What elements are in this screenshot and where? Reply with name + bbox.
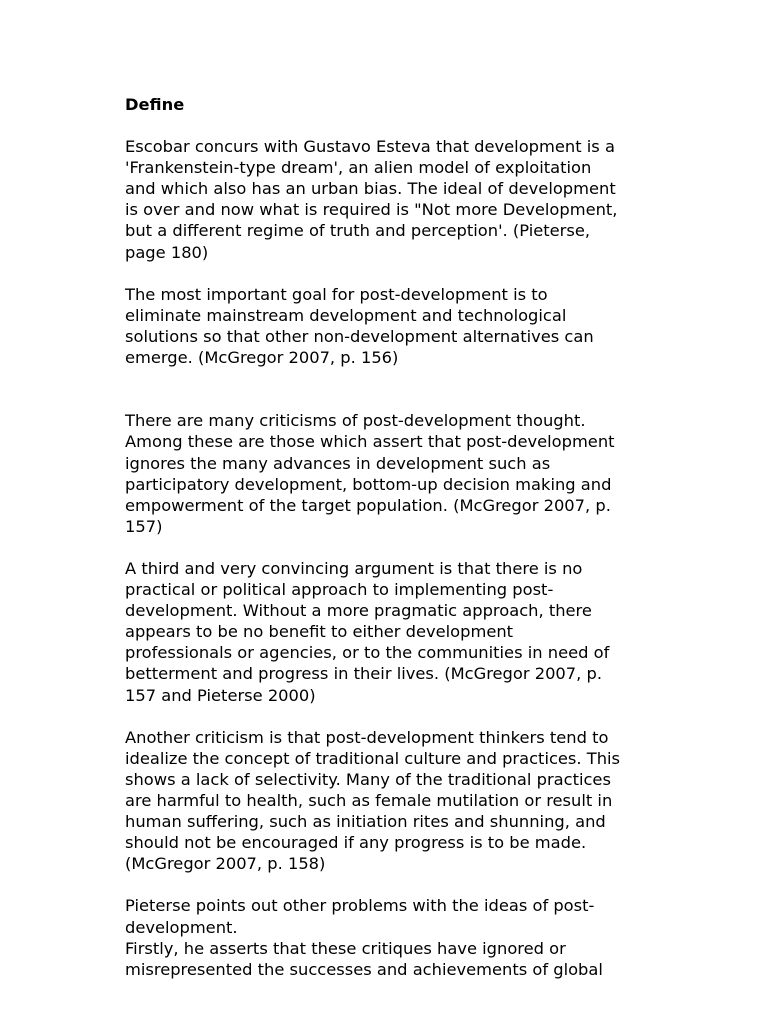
paragraph-gap (125, 537, 685, 558)
paragraph-third-argument: A third and very convincing argument is that there is no practical or political approach to implementing post- development. Without a more pragmatic approach, there appears to be no benefit to either development professionals or agencies, or to the communities in need of betterment and progress in their lives. (McGregor 2007, p. 157 and Pieterse 2000) (125, 558, 610, 705)
paragraph-pieterse: Pieterse points out other problems with the ideas of post- development. (125, 896, 595, 937)
paragraph-criticisms: There are many criticisms of post-development thought. Among these are those which assert that post-development ignores the many advances in development such as participatory development, bottom-up decision making and empowerment of the target population. (McGregor 2007, p. 157) (125, 411, 615, 536)
paragraph-gap (125, 706, 685, 727)
document-page (125, 94, 685, 980)
paragraph-gap (125, 263, 685, 284)
paragraph-another-criticism: Another criticism is that post-development thinkers tend to idealize the concept of traditional culture and practices. This shows a lack of selectivity. Many of the traditional practices are harmful to health, such as female mutilation or result in human suffering, such as initiation rites and shunning, and should not be encouraged if any progress is to be made. (McGregor 2007, p. 158) (125, 727, 621, 874)
paragraph-gap (125, 874, 685, 895)
paragraph-firstly: Firstly, he asserts that these critiques have ignored or misrepresented the successes and achievements of global (125, 938, 603, 979)
document-heading: Define (125, 95, 185, 114)
paragraph-gap (125, 368, 685, 410)
paragraph-goal: The most important goal for post-development is to eliminate mainstream development and technological solutions so that other non-development alternatives can emerge. (McGregor 2007, p. 156) (125, 284, 594, 368)
paragraph-escobar: Escobar concurs with Gustavo Esteva that development is a 'Frankenstein-type dream', an alien model of exploitation and which also has an urban bias. The ideal of development is over and now what is required is "Not more Development, but a different regime of truth and perception'. (Pieterse, page 180) (125, 137, 618, 262)
